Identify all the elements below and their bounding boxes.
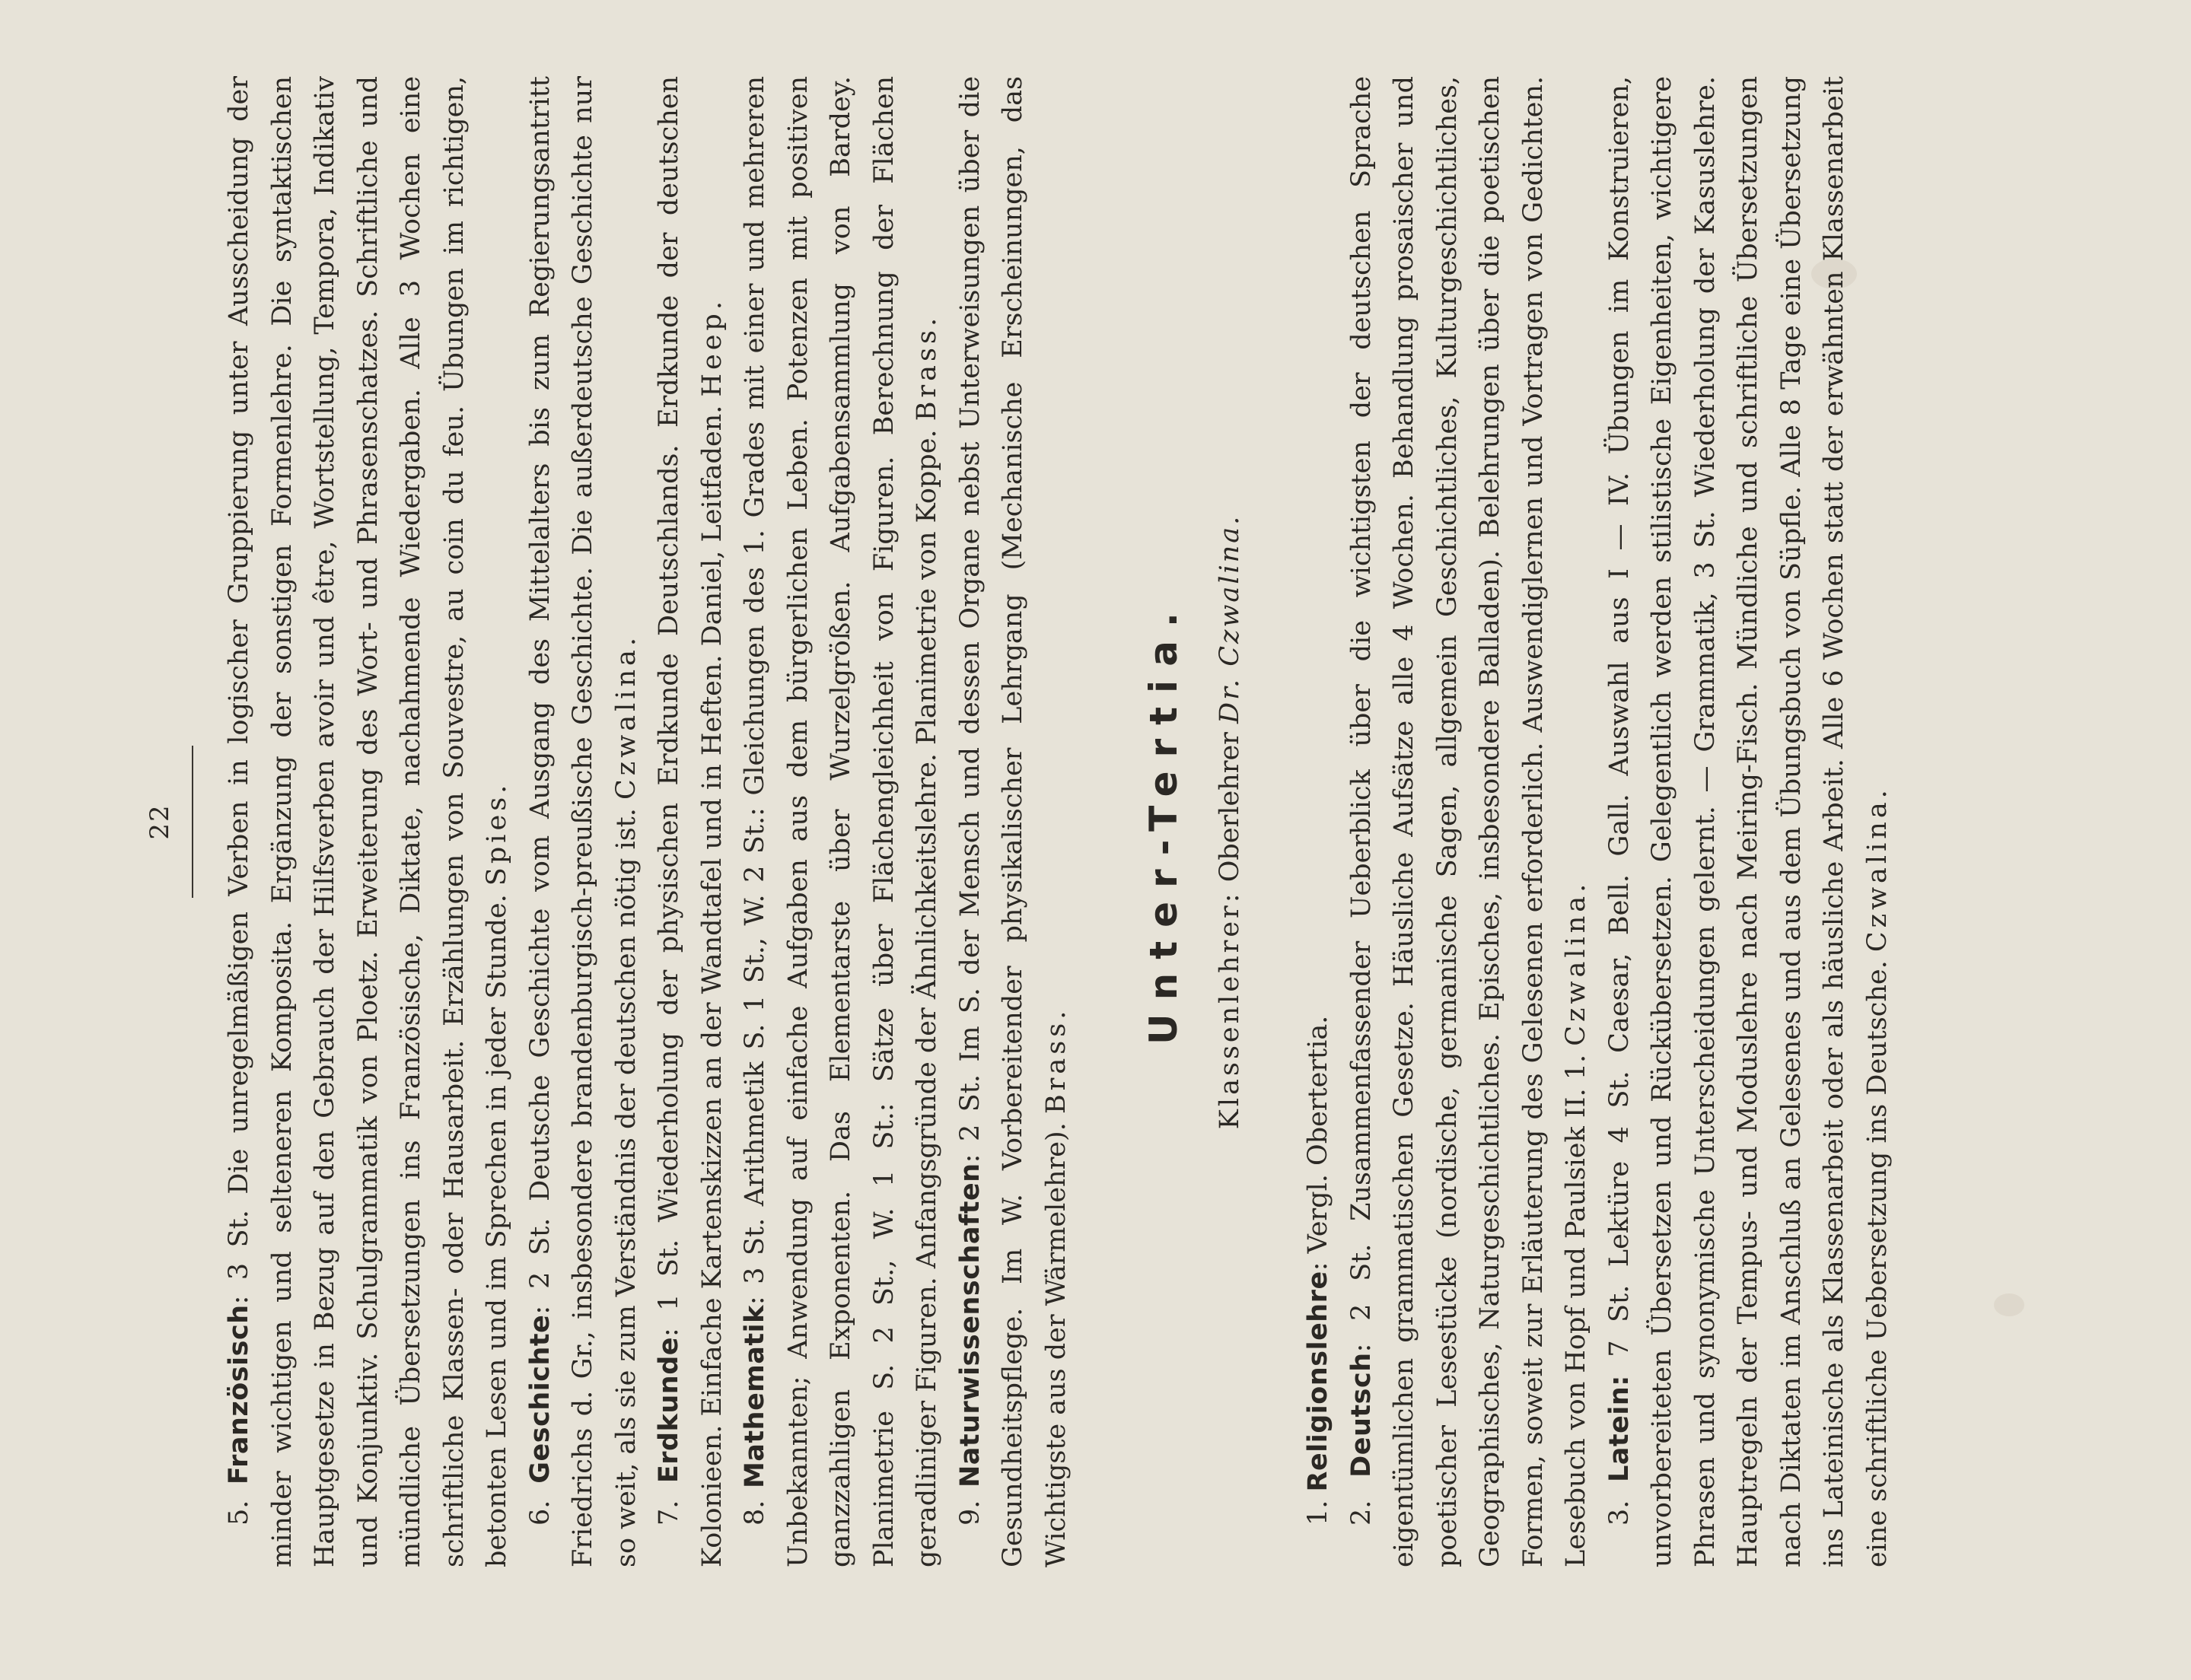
section-number: 7.: [654, 1500, 684, 1526]
section-text: : Vergl. Obertertia.: [1303, 1015, 1333, 1271]
class-heading: Unter-Tertia.: [1142, 599, 1186, 1045]
section-number: 1.: [1303, 1500, 1333, 1526]
teacher-name: Czwalina.: [1861, 786, 1893, 953]
class-teacher-line: [1209, 76, 1251, 1567]
rotated-page: [145, 76, 2009, 1567]
subject-heading: Latein:: [1603, 1375, 1635, 1483]
subject-heading: Französisch: [224, 1304, 254, 1485]
page-number: 22: [145, 803, 175, 840]
section-mathematik: [734, 76, 949, 1567]
section-text: : 2 St. Zusammenfassender Ueberblick über die wichtigsten der deutschen Sprache eigentümlichen grammatischen Gesetze. Häusliche Aufsätze alle 4 Wochen. Behandlung prosaischer und poetischer Lesestücke (nordische, germanische Sagen, allgemein Geschichtliches, Kulturgeschichtliches, Geographisches, Naturgeschichtliches. Episches, insbesondere Balladen). Belehrungen über die poetischen Formen, soweit zur Erläuterung des Gelesenen erforderlich. Auswendiglernen und Vortragen von Gedichten. Lesebuch von Hopf und Paulsiek II. 1.: [1345, 76, 1591, 1567]
subject-heading: Mathematik: [740, 1305, 770, 1489]
section-naturwissenschaften: [949, 76, 1078, 1567]
page-body: [218, 76, 1899, 1567]
section-number: 3.: [1603, 1500, 1635, 1526]
teacher-name: Brass.: [1040, 1007, 1072, 1115]
section-text: 7 St. Lektüre 4 St. Caesar, Bell. Gall. Auswahl aus I — IV. Übungen im Konstruieren, unvorbereiteten Übersetzen und Rückübersetzen. Gelegentlich werden stilistische Eigenheiten, wichtigere Phrasen und synonymische Unterscheidungen gelernt. — Grammatik, 3 St. Wiederholung der Kasuslehre. Hauptregeln der Tempus- und Moduslehre nach Meiring-Fisch. Mündliche und schriftliche Übersetzungen nach Diktaten im Anschluß an Gelesenes und aus dem Übungsbuch von Süpfle. Alle 8 Tage eine Übersetzung ins Lateinische als Klassenarbeit oder als häusliche Arbeit. Alle 6 Wochen statt der erwähnten Klassenarbeit eine schriftliche Uebersetzung ins Deutsche.: [1603, 76, 1893, 1567]
teacher-name: Brass.: [912, 313, 942, 422]
section-number: 6.: [524, 1500, 556, 1526]
header-rule: [192, 746, 193, 898]
section-number: 9.: [954, 1500, 986, 1526]
subject-heading: Religionslehre: [1303, 1271, 1333, 1492]
subject-heading: Erdkunde: [654, 1337, 684, 1484]
teacher-name: Spies.: [482, 781, 512, 886]
section-text: : 3 St. Die unregelmäßigen Verben in logischer Gruppierung unter Ausscheidung der minder wichtigen und selteneren Komposita. Ergänzung der sonstigen Formenlehre. Die syntaktischen Hauptgesetze in Bezug auf den Gebrauch der Hilfsverben avoir und être, Wortstellung, Tempora, Indikativ und Konjunktiv. Schulgrammatik von Ploetz. Erweiterung des Wort- und Phrasenschatzes. Schriftliche und mündliche Übersetzungen ins Französische, Diktate, nachahmende Wiedergaben. Alle 3 Wochen eine schriftliche Klassen- oder Hausarbeit. Erzählungen von Souvestre, au coin du feu. Übungen im richtigen, betonten Lesen und im Sprechen in jeder Stunde.: [224, 76, 512, 1567]
section-deutsch: [1340, 76, 1598, 1567]
teacher-name: Czwalina.: [1561, 880, 1591, 1046]
class-teacher-label: Klassenlehrer:: [1215, 890, 1245, 1130]
section-number: 8.: [740, 1500, 770, 1526]
subject-heading: Naturwissenschaften: [954, 1163, 986, 1488]
teacher-name: Czwalina.: [610, 634, 642, 800]
section-number: 5.: [224, 1500, 254, 1526]
section-erdkunde: [648, 76, 734, 1567]
section-number: 2.: [1345, 1500, 1377, 1526]
class-heading-block: [1137, 76, 1190, 1567]
teacher-name: Heep.: [696, 298, 728, 397]
class-teacher-name: Dr. Czwalina.: [1215, 514, 1245, 724]
section-text: : 2 St. Deutsche Geschichte vom Ausgang des Mittelalters bis zum Regierungsantritt Friedrichs d. Gr., insbesondere brandenburgisch-preußische Geschichte. Die außerdeutsche Geschichte nur so weit, als sie zum Verständnis der deutschen nötig ist.: [524, 76, 642, 1567]
section-text: : 3 St. Arithmetik S. 1 St., W. 2 St.: Gleichungen des 1. Grades mit einer und mehreren Unbekannten; Anwendung auf einfache Aufgaben aus dem bürgerlichen Leben. Potenzen mit positiven ganzzahligen Exponenten. Das Elementarste über Wurzelgrößen. Aufgabensammlung von Bardey. Planimetrie S. 2 St., W. 1 St.: Sätze über Flächengleichheit von Figuren. Berechnung der Flächen geradliniger Figuren. Anfangsgründe der Ähnlichkeitslehre. Planimetrie von Koppe.: [740, 76, 942, 1567]
section-religionslehre: [1297, 76, 1340, 1567]
section-geschichte: [519, 76, 648, 1567]
subject-heading: Geschichte: [524, 1314, 556, 1484]
section-text: : 1 St. Wiederholung der physischen Erdkunde Deutschlands. Erdkunde der deutschen Kolonieen. Einfache Kartenskizzen an der Wandtafel und in Heften. Daniel, Leitfaden.: [654, 76, 728, 1567]
subject-heading: Deutsch: [1345, 1352, 1377, 1478]
class-teacher-title: Oberlehrer: [1215, 732, 1245, 883]
section-franzoesisch: [218, 76, 519, 1567]
section-text: : 2 St. Im S. der Mensch und dessen Organe nebst Unterweisungen über die Gesundheitspflege. Im W. Vorbereitender physikalischer Lehrgang (Mechanische Erscheinungen, das Wichtigste aus der Wärmelehre).: [954, 76, 1072, 1567]
section-latein: [1598, 76, 1900, 1567]
